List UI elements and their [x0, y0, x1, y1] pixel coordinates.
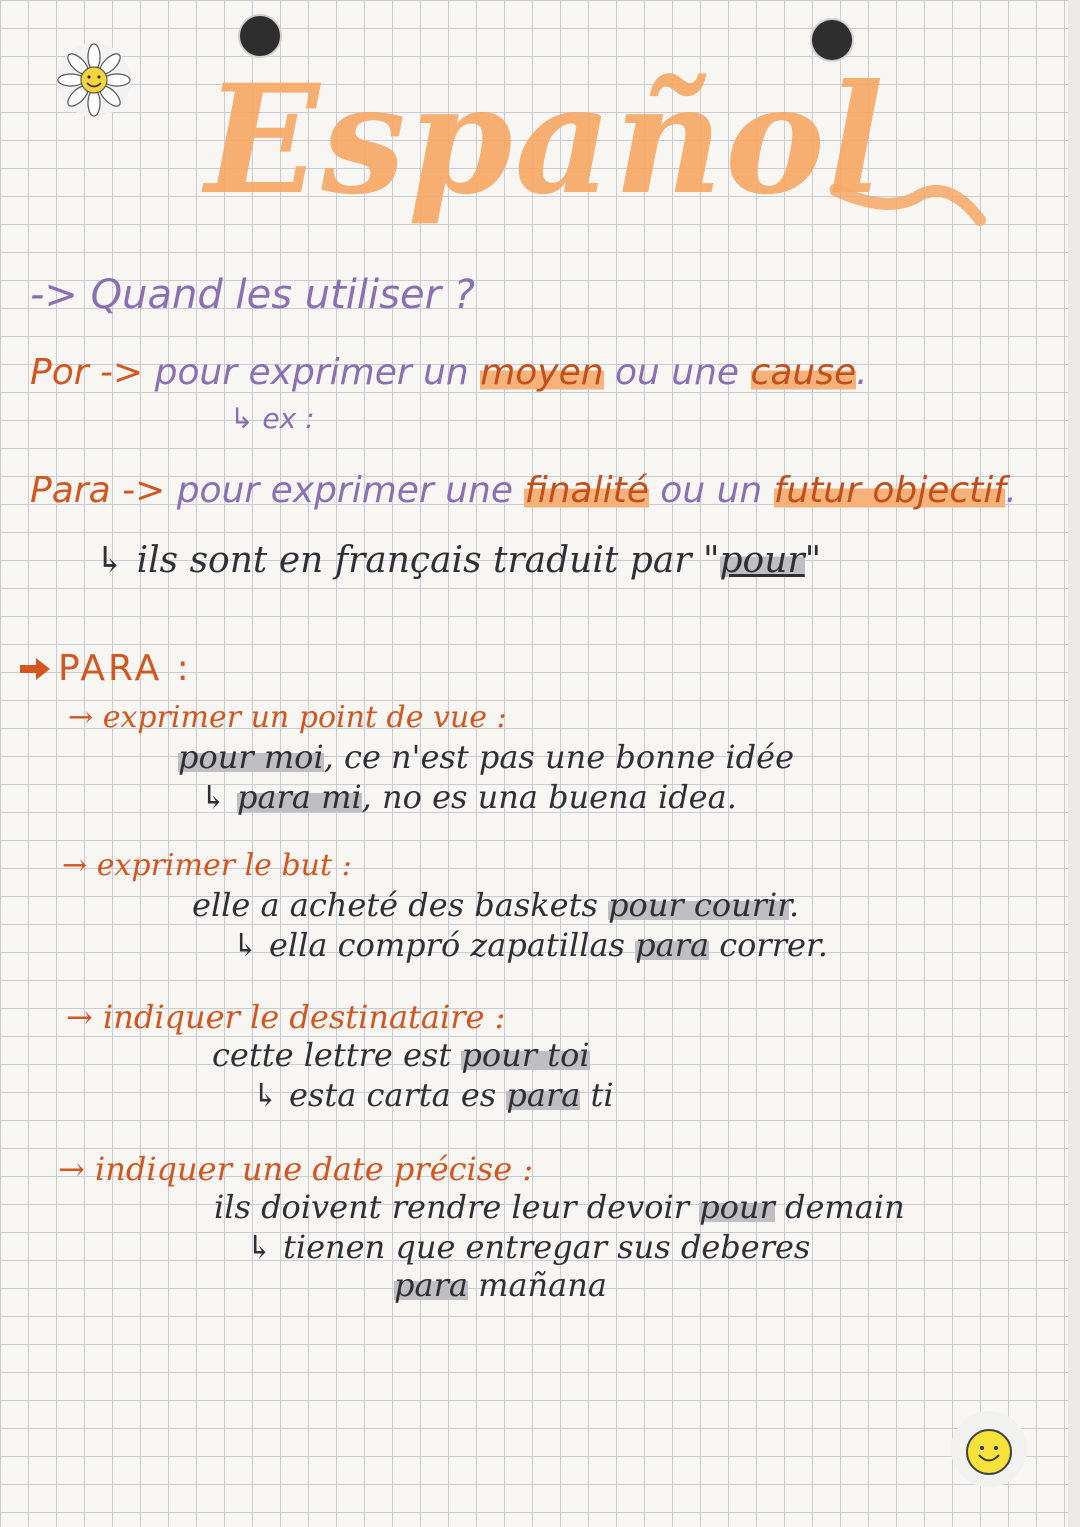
item-2-french-hl: pour courir [608, 886, 789, 924]
por-label: Por -> [30, 352, 144, 393]
por-example-label: ex : [262, 402, 315, 435]
para-end: . [1005, 470, 1017, 511]
item-3-label: → indiquer le destinataire : [66, 998, 506, 1036]
item-1-label: → exprimer un point de vue : [68, 700, 507, 735]
arrow-down-right-icon: ↳ [95, 540, 126, 581]
item-3-spanish-end: ti [590, 1076, 614, 1114]
item-4-spanish-hl: para [394, 1266, 468, 1304]
item-1-spanish-hl: para mi [236, 778, 362, 816]
item-4-french-hl: pour [699, 1188, 775, 1226]
item-3-spanish: ↳ esta carta es para ti [252, 1076, 614, 1114]
item-2-french-end: . [789, 886, 800, 924]
item-3-spanish-hl: para [506, 1076, 581, 1114]
item-4-spanish-end: mañana [478, 1266, 607, 1304]
item-2-spanish-start: ella compró zapatillas [268, 926, 625, 964]
para-highlight-futur: futur objectif [773, 470, 1006, 511]
item-3-french [212, 1036, 590, 1074]
item-3-label-text: indiquer le destinataire : [102, 998, 506, 1036]
para-heading-text: PARA : [58, 648, 192, 689]
item-2-spanish: ↳ ella compró zapatillas para correr. [232, 926, 828, 964]
item-2-french [192, 886, 799, 924]
item-2-spanish-hl: para [635, 926, 710, 964]
item-4-label-text: indiquer une date précise : [94, 1150, 534, 1188]
para-highlight-finalite: finalité [524, 470, 649, 511]
smiley-sticker-icon [950, 1410, 1028, 1488]
para-section-heading [18, 648, 192, 689]
para-text-mid: ou un [660, 470, 763, 511]
translation-note-text: ils sont en français traduit par [136, 540, 692, 581]
item-2-label-text: exprimer le but : [96, 848, 352, 883]
item-4-french [214, 1188, 905, 1226]
para-label: Para -> [30, 470, 166, 511]
translation-note [95, 540, 821, 581]
title-swash [830, 160, 990, 240]
por-highlight-cause: cause [750, 352, 857, 393]
por-text-mid: ou une [615, 352, 740, 393]
item-4-label: → indiquer une date précise : [58, 1150, 534, 1188]
para-text-start: pour exprimer une [176, 470, 513, 511]
question-heading: -> Quand les utiliser ? [30, 272, 475, 318]
item-1-french-hl: pour moi [178, 738, 324, 776]
item-2-spanish-end: correr. [719, 926, 828, 964]
por-text-start: pour exprimer un [154, 352, 469, 393]
item-3-french-hl: pour toi [461, 1036, 590, 1074]
por-example: ↳ ex : [230, 402, 315, 435]
item-2-label: → exprimer le but : [62, 848, 352, 883]
item-4-spanish-line1: ↳ tienen que entregar sus deberes [246, 1228, 811, 1266]
por-highlight-moyen: moyen [480, 352, 604, 393]
arrow-right-icon [18, 655, 52, 683]
item-4-french-start: ils doivent rendre leur devoir [214, 1188, 689, 1226]
por-end: . [856, 352, 868, 393]
por-line [30, 352, 868, 393]
item-4-spanish-line2 [394, 1266, 607, 1304]
item-2-french-start: elle a acheté des baskets [192, 886, 598, 924]
item-3-french-start: cette lettre est [212, 1036, 452, 1074]
item-4-french-end: demain [784, 1188, 905, 1226]
quote-close: " [804, 540, 822, 581]
translation-note-word: pour [719, 540, 805, 581]
page-edge [1068, 0, 1080, 1527]
page-title: Español [205, 52, 886, 228]
item-4-spanish-text: tienen que entregar sus deberes [282, 1228, 811, 1266]
para-line [30, 470, 1017, 511]
item-1-french-end: , ce n'est pas une bonne idée [323, 738, 794, 776]
flower-sticker-icon [56, 42, 132, 118]
item-1-spanish: ↳ para mi, no es una buena idea. [200, 778, 737, 816]
item-1-label-text: exprimer un point de vue : [102, 700, 507, 735]
item-3-spanish-start: esta carta es [288, 1076, 497, 1114]
quote-open: " [702, 540, 720, 581]
item-1-french [178, 738, 794, 776]
item-1-spanish-end: , no es una buena idea. [361, 778, 737, 816]
